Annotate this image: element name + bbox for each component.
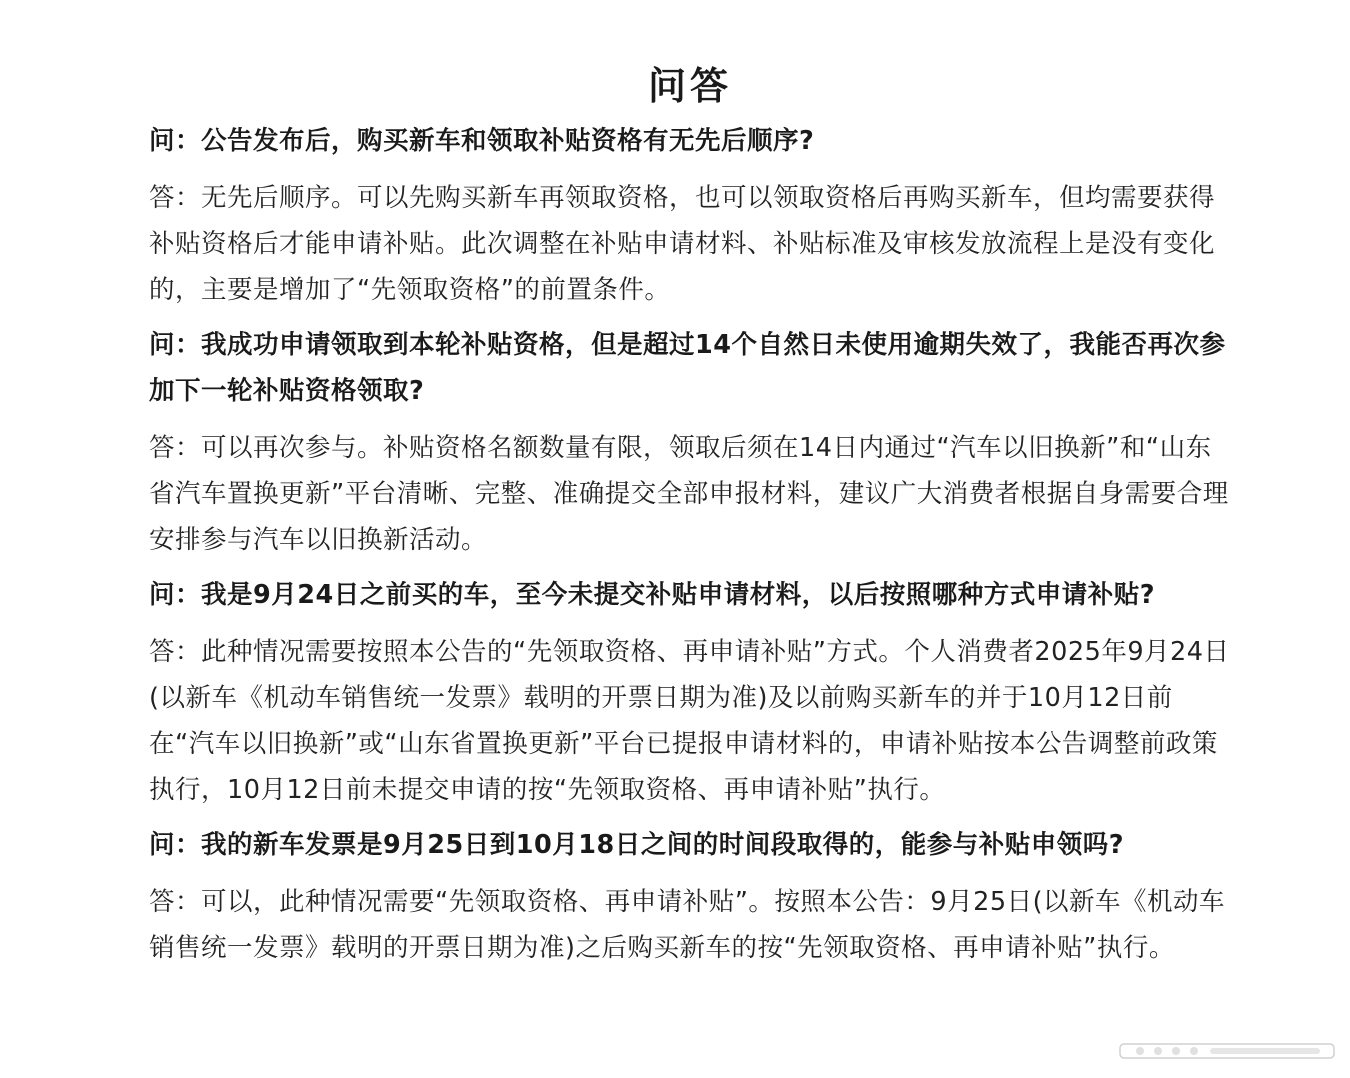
question-text: 问：公告发布后，购买新车和领取补贴资格有无先后顺序? xyxy=(149,126,815,156)
qa-item xyxy=(149,322,1234,563)
answer-text: 答：此种情况需要按照本公告的“先领取资格、再申请补贴”方式。个人消费者2025年9月24日(以新车《机动车销售统一发票》载明的开票日期为准)及以前购买新车的并于10月12日前在“汽车以旧换新”或“山东省置换更新”平台已提报申请材料的，申请补贴按本公告调整前政策执行，10月12日前未提交申请的按“先领取资格、再申请补贴”执行。 xyxy=(149,637,1230,805)
qa-item xyxy=(149,822,1234,971)
question-text: 问：我是9月24日之前买的车，至今未提交补贴申请材料，以后按照哪种方式申请补贴? xyxy=(149,580,1156,610)
qa-item xyxy=(149,118,1234,313)
qa-item xyxy=(149,572,1234,813)
answer-text: 答：可以，此种情况需要“先领取资格、再申请补贴”。按照本公告：9月25日(以新车《机动车销售统一发票》载明的开票日期为准)之后购买新车的按“先领取资格、再申请补贴”执行。 xyxy=(149,887,1226,963)
answer-text: 答：无先后顺序。可以先购买新车再领取资格，也可以领取资格后再购买新车，但均需要获得补贴资格后才能申请补贴。此次调整在补贴申请材料、补贴标准及审核发放流程上是没有变化的，主要是增加了“先领取资格”的前置条件。 xyxy=(149,183,1216,305)
question-text: 问：我成功申请领取到本轮补贴资格，但是超过14个自然日未使用逾期失效了，我能否再次参加下一轮补贴资格领取? xyxy=(149,330,1226,406)
question-text: 问：我的新车发票是9月25日到10月18日之间的时间段取得的，能参与补贴申领吗? xyxy=(149,830,1124,860)
page-title: 问答 xyxy=(647,64,732,109)
answer-text: 答：可以再次参与。补贴资格名额数量有限，领取后须在14日内通过“汽车以旧换新”和“山东省汽车置换更新”平台清晰、完整、准确提交全部申报材料，建议广大消费者根据自身需要合理安排参与汽车以旧换新活动。 xyxy=(149,433,1229,555)
qa-list xyxy=(149,118,1234,971)
watermark-logo xyxy=(1100,1038,1340,1062)
